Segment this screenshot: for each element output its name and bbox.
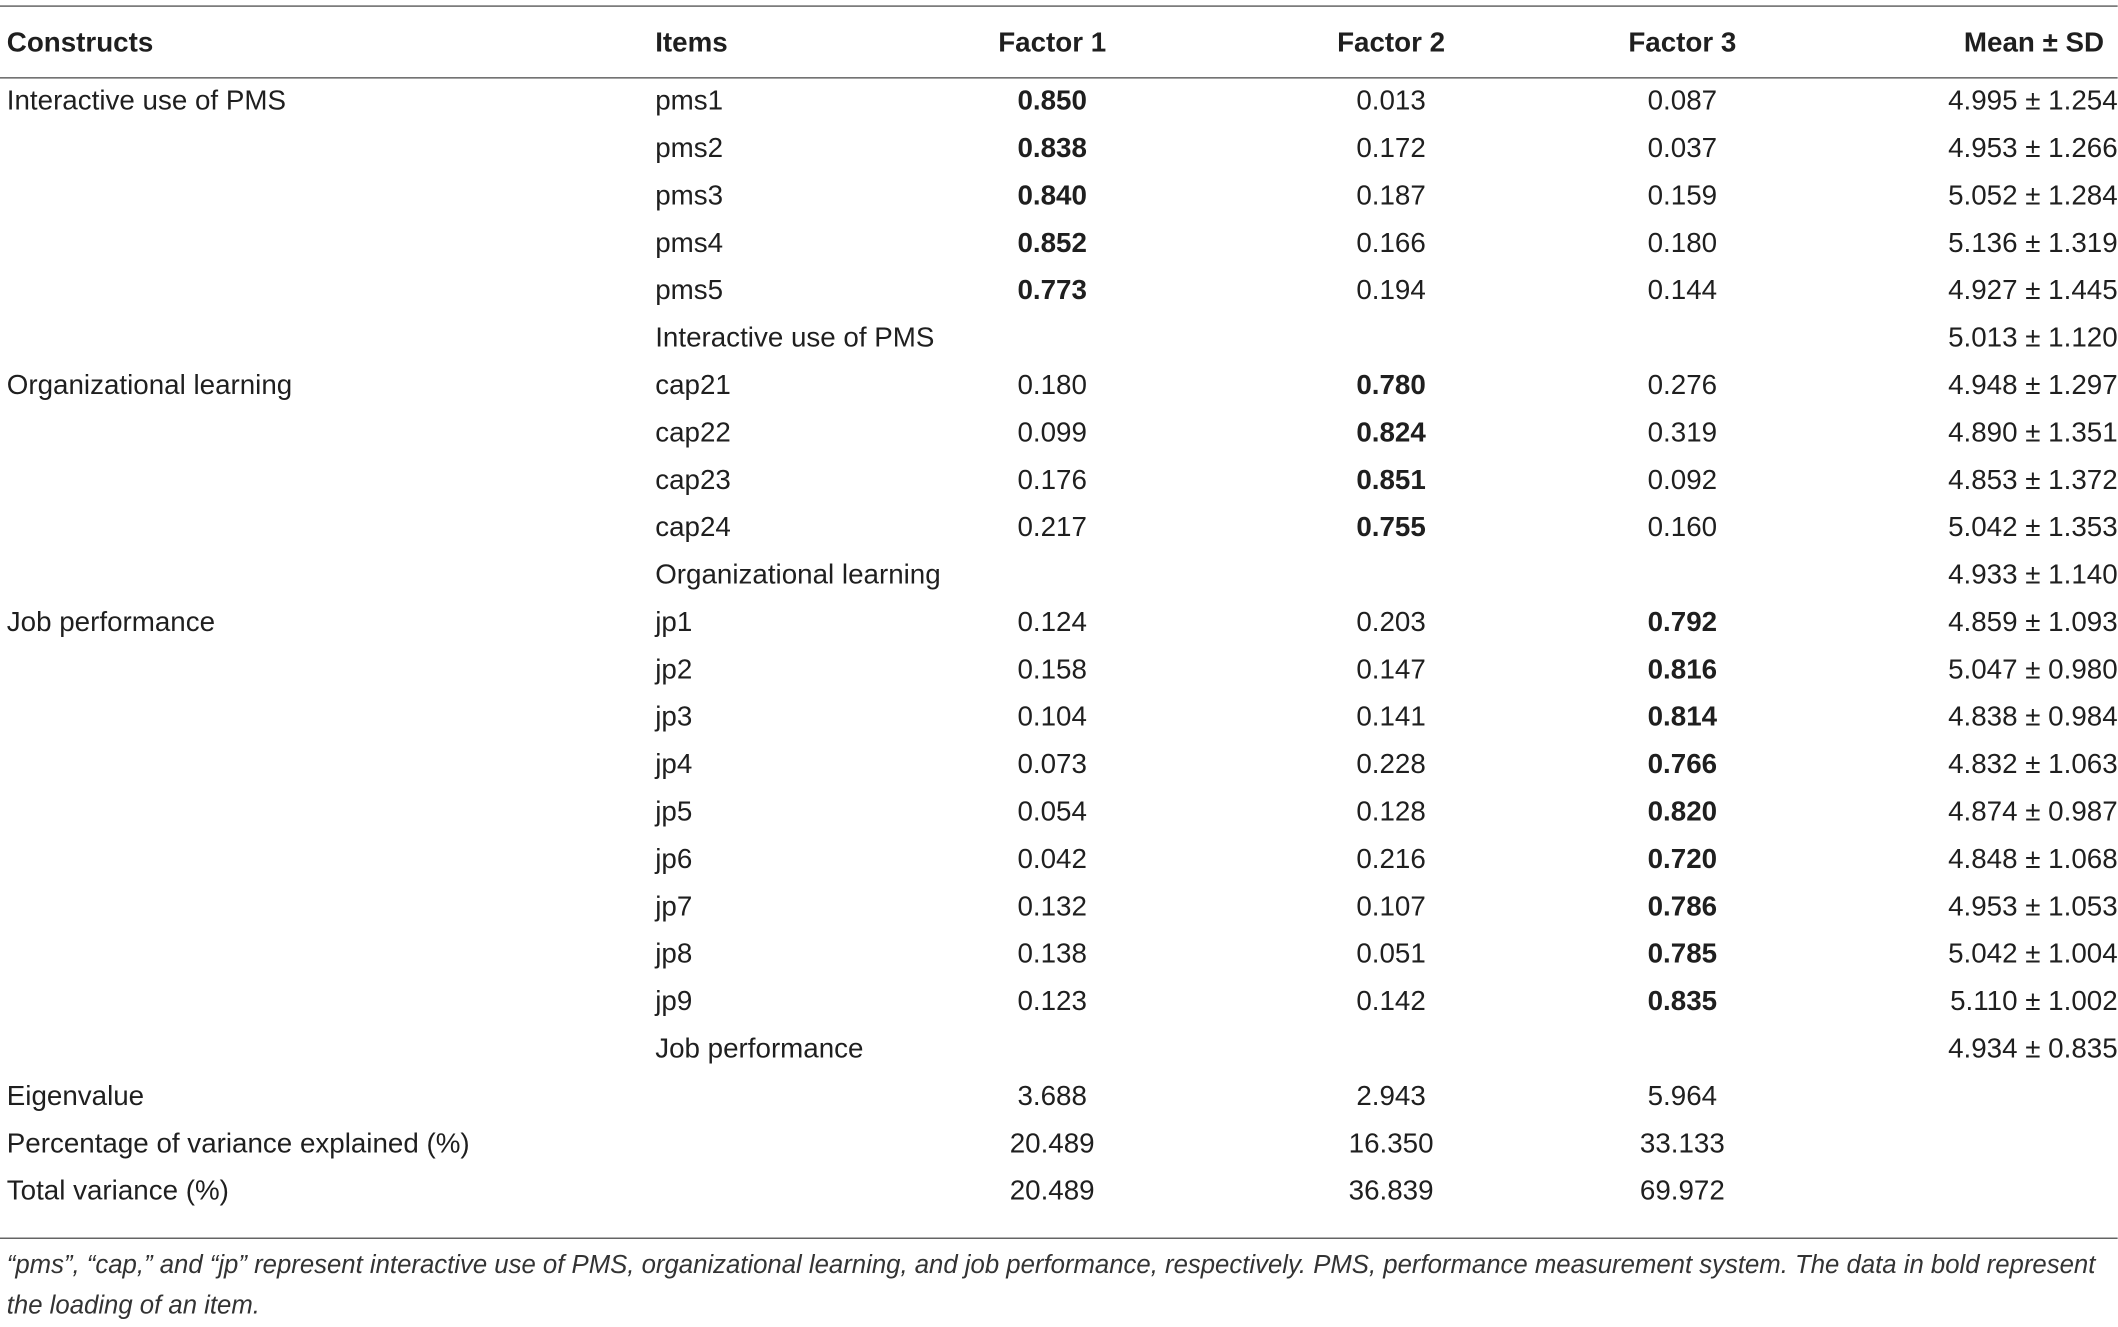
table-row [0,788,2118,835]
mean-sd-cell: 4.934 ± 0.835 [1948,1032,2118,1064]
factor-1-cell: 0.099 [1017,416,1087,448]
mean-sd-cell: 4.838 ± 0.984 [1948,700,2118,732]
factor-1-cell: 20.489 [1009,1174,1095,1206]
factor-3-cell: 0.720 [1647,842,1718,875]
mean-sd-cell: 4.933 ± 1.140 [1948,558,2118,590]
table-row [0,646,2118,693]
item-cell: jp7 [655,890,693,922]
table-body [0,77,2118,1214]
item-cell: Interactive use of PMS [655,321,935,353]
factor-1-cell: 0.176 [1017,463,1087,495]
item-cell [655,1167,940,1214]
factor-2-cell: 0.142 [1356,985,1426,1017]
mean-sd-cell: 4.859 ± 1.093 [1948,605,2118,638]
header-factor-3: Factor 3 [1628,27,1737,59]
construct-cell: Organizational learning [6,368,293,401]
mean-sd-cell: 5.110 ± 1.002 [1950,985,2118,1017]
table-row [0,835,2118,882]
factor-1-cell [941,551,1164,598]
factor-2-cell: 0.013 [1356,84,1426,116]
factor-2-cell: 0.755 [1356,511,1426,543]
factor-loading-table [0,16,2118,1214]
factor-3-cell [1618,314,1746,361]
table-row [0,456,2118,503]
table-row [0,883,2118,930]
factor-3-cell: 0.785 [1647,937,1718,969]
factor-2-cell: 0.228 [1356,748,1426,780]
construct-cell [0,646,655,693]
table-row [0,172,2118,219]
mean-sd-cell: 5.052 ± 1.284 [1948,179,2118,211]
factor-3-cell: 0.792 [1647,605,1718,638]
construct-cell [0,314,655,361]
factor-3-cell: 0.180 [1647,226,1718,258]
item-cell: jp5 [655,795,693,827]
factor-1-cell: 0.158 [1017,653,1087,685]
factor-3-cell: 0.820 [1647,795,1718,827]
table-row [0,362,2118,409]
item-cell: cap23 [655,463,731,495]
construct-cell: Interactive use of PMS [6,84,287,116]
item-cell: pms3 [655,179,724,211]
factor-2-cell [1164,314,1619,361]
construct-cell [0,930,655,977]
factor-1-cell: 20.489 [1009,1127,1095,1159]
factor-2-cell: 0.187 [1356,179,1426,211]
construct-cell [0,219,655,266]
factor-1-cell: 0.073 [1017,748,1087,780]
item-cell: jp6 [655,842,693,875]
factor-3-cell: 0.319 [1647,416,1718,448]
factor-1-cell: 0.773 [1017,274,1087,306]
table-row [0,693,2118,740]
mean-sd-cell: 4.953 ± 1.266 [1948,132,2118,164]
factor-2-cell [1164,1025,1619,1072]
mean-sd-cell: 4.948 ± 1.297 [1948,368,2118,401]
construct-cell: Eigenvalue [6,1079,145,1111]
mean-sd-cell: 4.853 ± 1.372 [1948,463,2118,495]
table-row [0,978,2118,1025]
factor-2-cell: 36.839 [1348,1174,1434,1206]
factor-3-cell: 0.037 [1647,132,1718,164]
mean-sd-cell: 4.953 ± 1.053 [1948,890,2118,922]
item-cell: jp3 [655,700,693,732]
factor-1-cell: 0.042 [1017,842,1087,875]
header-mean-sd: Mean ± SD [1963,27,2105,59]
factor-3-cell: 0.766 [1647,748,1718,780]
table-row [0,409,2118,456]
item-cell: pms1 [655,84,724,116]
factor-1-cell: 0.838 [1017,132,1087,164]
table-row [0,1025,2118,1072]
factor-3-cell: 0.160 [1647,511,1718,543]
table-row [0,219,2118,266]
construct-cell [0,883,655,930]
mean-sd-cell: 5.136 ± 1.319 [1948,226,2118,258]
construct-cell [0,125,655,172]
factor-1-cell: 0.180 [1017,368,1087,401]
factor-1-cell: 0.840 [1017,179,1087,211]
construct-cell [0,551,655,598]
construct-cell [0,788,655,835]
mean-sd-cell: 4.832 ± 1.063 [1948,748,2118,780]
factor-2-cell: 0.107 [1356,890,1426,922]
mean-sd-cell: 4.890 ± 1.351 [1948,416,2118,448]
header-items: Items [655,27,728,59]
table-top-rule [0,5,2118,7]
factor-3-cell [1618,551,1746,598]
construct-cell [0,267,655,314]
table-row [0,930,2118,977]
factor-2-cell: 0.166 [1356,226,1426,258]
item-cell: jp4 [655,748,693,780]
mean-sd-cell: 4.995 ± 1.254 [1948,84,2118,116]
construct-cell: Percentage of variance explained (%) [6,1127,470,1159]
factor-1-cell: 0.104 [1017,700,1087,732]
factor-2-cell: 0.051 [1356,937,1426,969]
construct-cell [0,1025,655,1072]
table-row [0,1072,2118,1119]
item-cell: pms2 [655,132,724,164]
factor-3-cell: 33.133 [1639,1127,1725,1159]
factor-3-cell [1618,1025,1746,1072]
factor-2-cell: 0.824 [1356,416,1426,448]
table-row [0,1167,2118,1214]
header-factor-1: Factor 1 [998,27,1107,59]
factor-2-cell [1164,551,1619,598]
factor-2-cell: 0.851 [1356,463,1426,495]
factor-2-cell: 0.172 [1356,132,1426,164]
factor-1-cell: 0.138 [1017,937,1087,969]
item-cell: cap24 [655,511,731,543]
table-row [0,504,2118,551]
factor-1-cell: 0.132 [1017,890,1087,922]
mean-sd-cell [1746,1072,2117,1119]
header-factor-2: Factor 2 [1337,27,1446,59]
item-cell: Organizational learning [655,558,941,590]
construct-cell [0,835,655,882]
mean-sd-cell [1746,1167,2117,1214]
mean-sd-cell [1746,1120,2117,1167]
construct-cell [0,409,655,456]
factor-1-cell: 0.217 [1017,511,1087,543]
factor-2-cell: 0.780 [1356,368,1426,401]
factor-2-cell: 2.943 [1356,1079,1426,1111]
mean-sd-cell: 4.927 ± 1.445 [1948,274,2118,306]
mean-sd-cell: 5.047 ± 0.980 [1948,653,2118,685]
item-cell: jp9 [655,985,693,1017]
factor-1-cell: 0.850 [1017,84,1087,116]
factor-3-cell: 0.276 [1647,368,1718,401]
factor-1-cell: 0.123 [1017,985,1087,1017]
mean-sd-cell: 5.042 ± 1.353 [1948,511,2118,543]
factor-2-cell: 0.216 [1356,842,1426,875]
construct-cell: Job performance [6,605,216,638]
table-row [0,1120,2118,1167]
construct-cell [0,693,655,740]
factor-3-cell: 0.092 [1647,463,1718,495]
item-cell: jp1 [655,605,693,638]
item-cell: pms5 [655,274,724,306]
construct-cell: Total variance (%) [6,1174,229,1206]
table-row [0,267,2118,314]
table-row [0,551,2118,598]
item-cell: jp8 [655,937,693,969]
item-cell: jp2 [655,653,693,685]
factor-2-cell: 0.147 [1356,653,1426,685]
factor-1-cell: 0.124 [1017,605,1087,638]
factor-1-cell: 3.688 [1017,1079,1087,1111]
table-footnote: “pms”, “cap,” and “jp” represent interactive use of PMS, organizational learning, and job performance, respectively. PMS, performance measurement system. The data in bold represent the loading of an item. [6,1251,2096,1321]
factor-2-cell: 0.128 [1356,795,1426,827]
item-cell [655,1072,940,1119]
factor-2-cell: 0.141 [1356,700,1426,732]
table-header-row [0,16,2118,70]
factor-2-cell: 16.350 [1348,1127,1434,1159]
item-cell: cap22 [655,416,731,448]
mean-sd-cell: 4.848 ± 1.068 [1948,842,2118,875]
construct-cell [0,504,655,551]
factor-3-cell: 0.087 [1647,84,1718,116]
mean-sd-cell: 5.042 ± 1.004 [1948,937,2118,969]
construct-cell [0,172,655,219]
table-row [0,77,2118,124]
table-row [0,598,2118,645]
factor-2-cell: 0.203 [1356,605,1426,638]
table-row [0,741,2118,788]
construct-cell [0,741,655,788]
factor-2-cell: 0.194 [1356,274,1426,306]
item-cell: pms4 [655,226,724,258]
construct-cell [0,456,655,503]
factor-3-cell: 0.144 [1647,274,1718,306]
factor-3-cell: 0.814 [1647,700,1718,732]
mean-sd-cell: 4.874 ± 0.987 [1948,795,2118,827]
table-row [0,314,2118,361]
header-constructs: Constructs [6,27,154,59]
factor-3-cell: 5.964 [1647,1079,1718,1111]
factor-3-cell: 0.786 [1647,890,1718,922]
factor-3-cell: 0.159 [1647,179,1718,211]
table-row [0,125,2118,172]
factor-1-cell: 0.054 [1017,795,1087,827]
factor-3-cell: 69.972 [1639,1174,1725,1206]
item-cell: Job performance [655,1032,864,1064]
item-cell: cap21 [655,368,731,401]
item-cell [655,1120,940,1167]
factor-3-cell: 0.835 [1647,985,1718,1017]
table-bottom-rule [0,1238,2118,1240]
factor-3-cell: 0.816 [1647,653,1718,685]
factor-1-cell [941,314,1164,361]
factor-1-cell [941,1025,1164,1072]
mean-sd-cell: 5.013 ± 1.120 [1948,321,2118,353]
factor-1-cell: 0.852 [1017,226,1087,258]
construct-cell [0,978,655,1025]
header-spacer [0,70,2118,77]
